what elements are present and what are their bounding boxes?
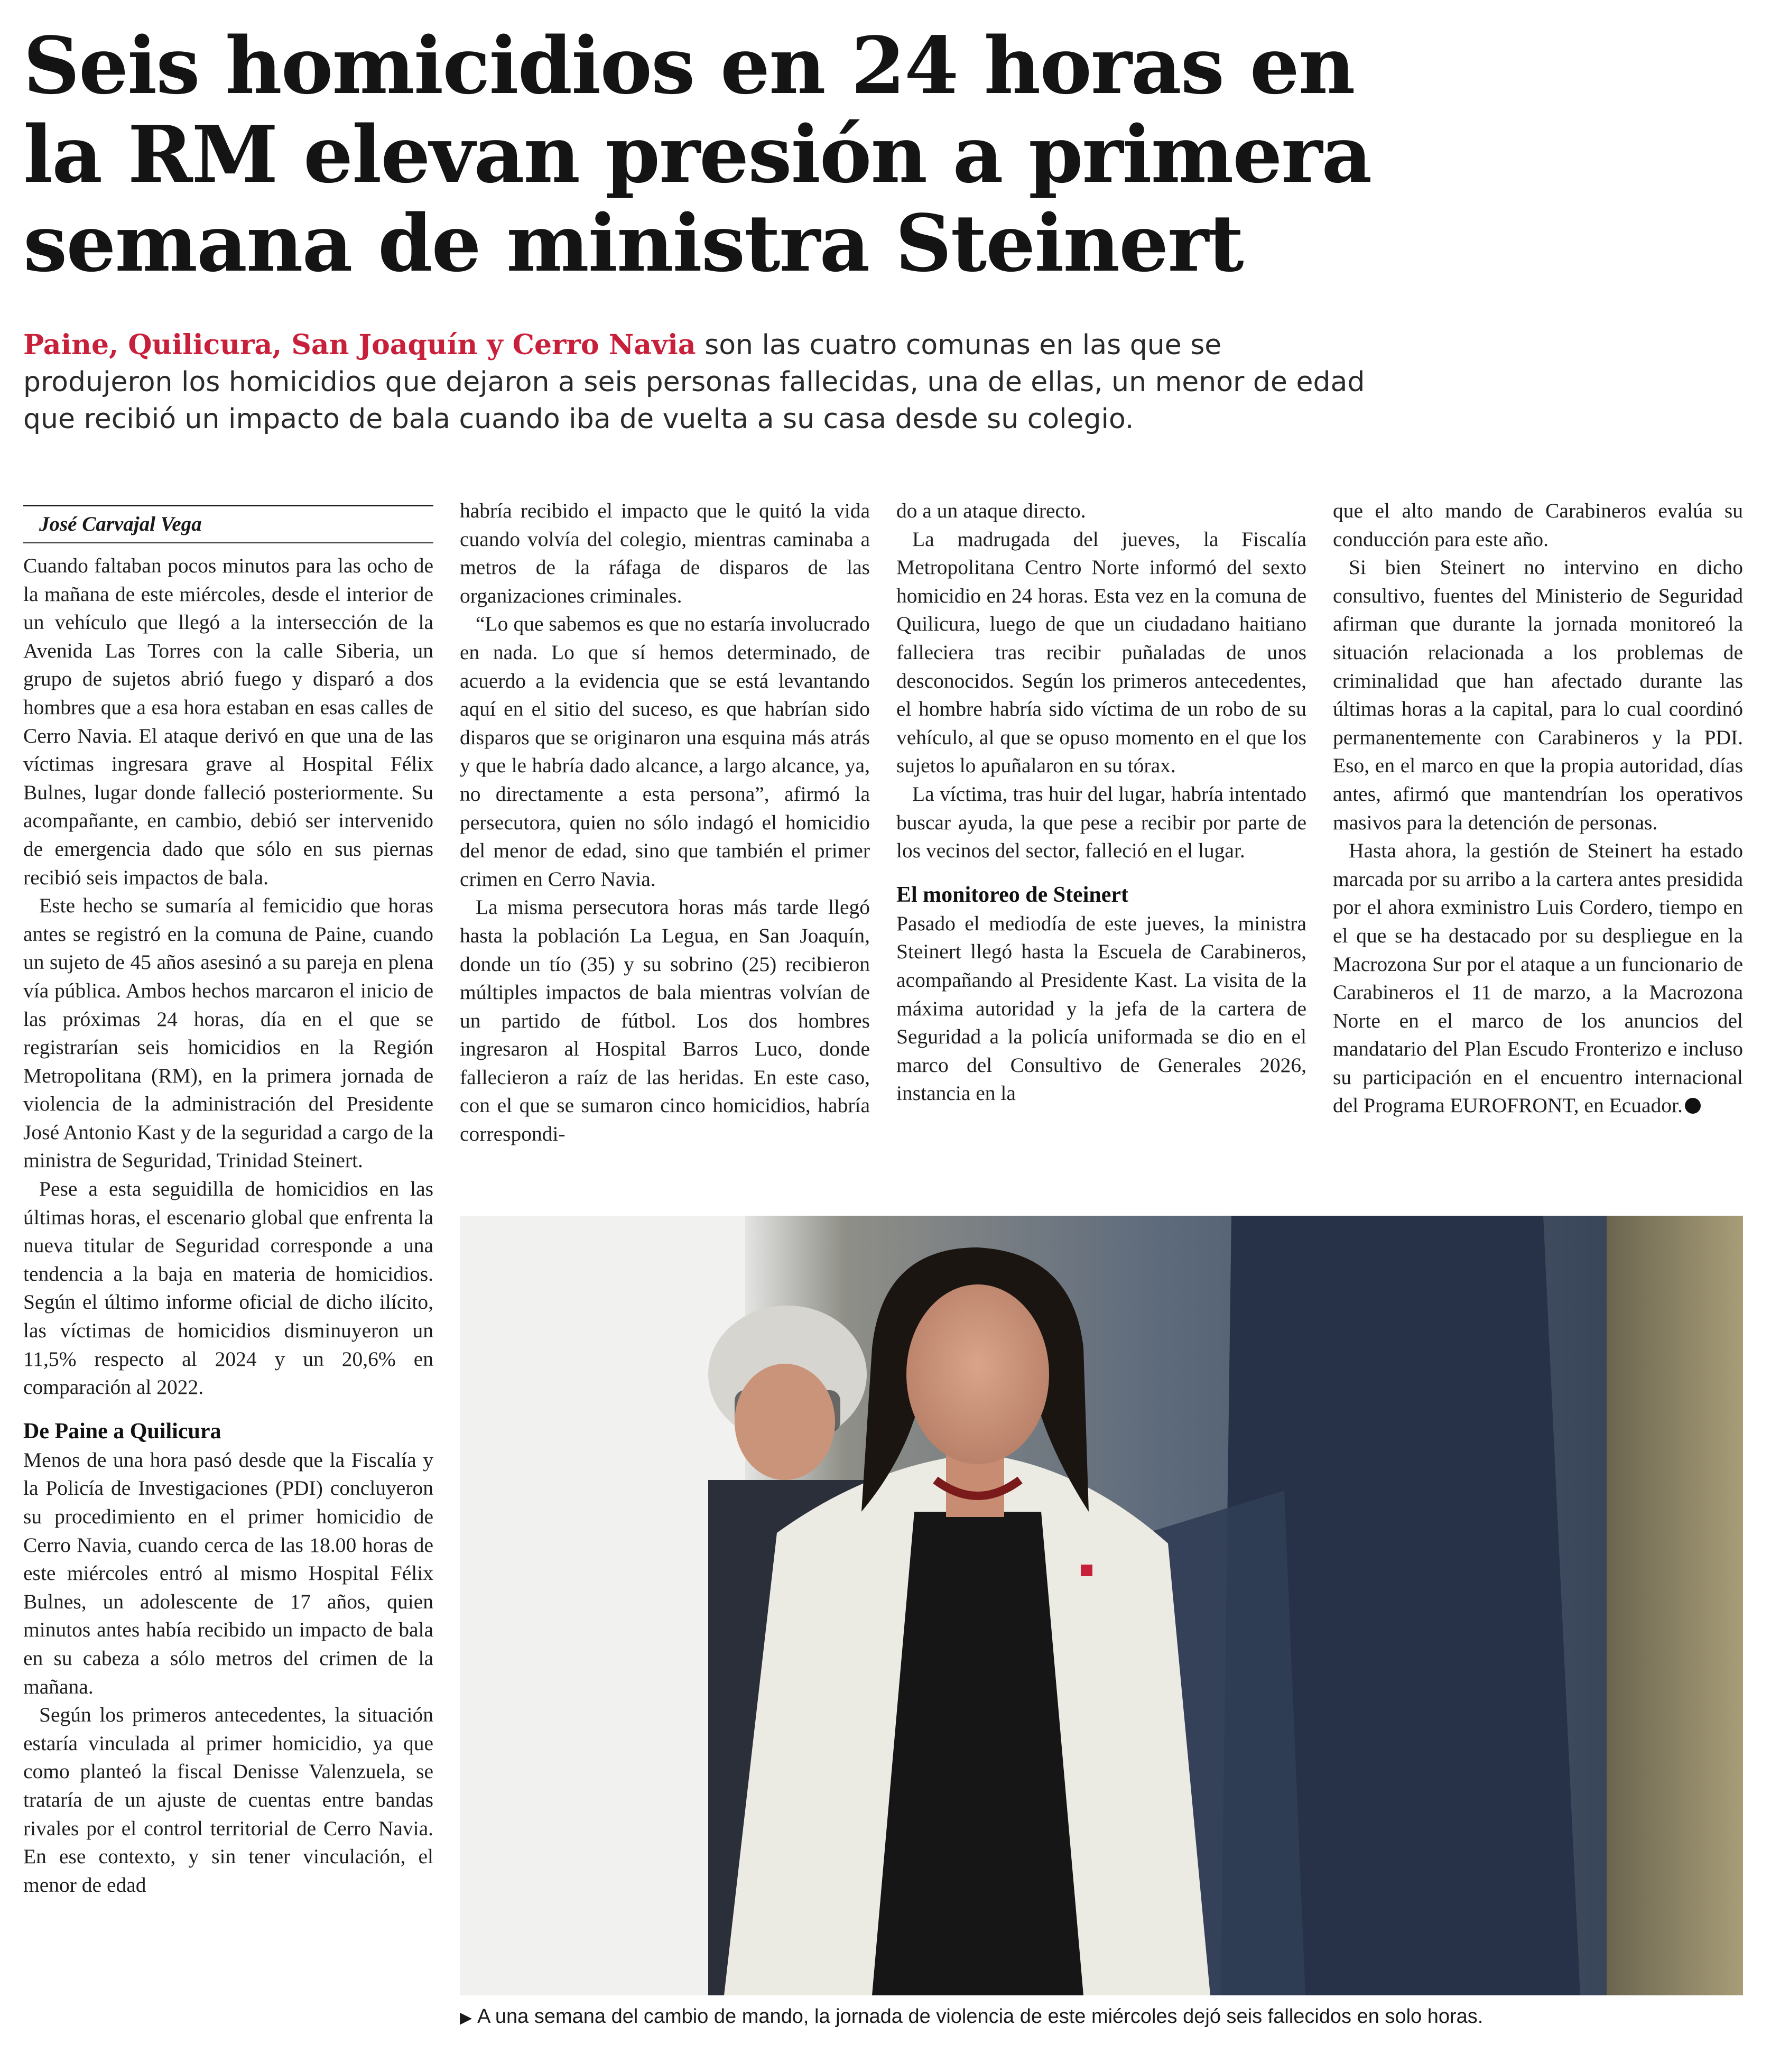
body-paragraph: Menos de una hora pasó desde que la Fiscalía y la Policía de Investigaciones (PDI) concluyeron su procedimiento en el primer homicidio de Cerro Navia, cuando cerca de las 18.00 horas de este miércoles entró al mismo Hospital Félix Bulnes, un adolescente de 17 años, quien minutos antes había recibido un impacto de bala en su cabeza a sólo metros del crimen de la mañana.	[23, 1448, 433, 1698]
body-paragraph: Si bien Steinert no intervino en dicho consultivo, fuentes del Ministerio de Seguridad afirman que durante la jornada monitoreó la situación relacionada a los problemas de criminalidad que han afectado durante las últimas horas a la capital, para lo cual coordinó permanentemente con Carabineros y la PDI. Eso, en el marco en que la propia autoridad, días antes, afirmó que mantendrían los operativos masivos para la detención de personas.	[1333, 556, 1743, 834]
byline-bottom-rule	[23, 542, 433, 543]
body-paragraph: “Lo que sabemos es que no estaría involucrado en nada. Lo que sí hemos determinado, de acuerdo a la evidencia que se está levantando aquí en el sitio del suceso, es que habrían sido disparos que se originaron una esquina más atrás y que le habría dado alcance, a largo alcance, ya, no directamente a esta persona”, afirmó la persecutora, quien no sólo indagó el homicidio del menor de edad, sino que también el primer crimen en Cerro Navia.	[460, 612, 870, 891]
body-paragraph: Pese a esta seguidilla de homicidios en las últimas horas, el escenario global que enfrenta la nueva titular de Seguridad corresponde a una tendencia a la baja en materia de homicidios. Según el último informe oficial de dicho ilícito, las víctimas de homicidios disminuyeron un 11,5% respecto al 2024 y un 20,6% en comparación al 2022.	[23, 1177, 433, 1399]
subheading: El monitoreo de Steinert	[896, 882, 1128, 907]
body-paragraph: La madrugada del jueves, la Fiscalía Metropolitana Centro Norte informó del sexto homicidio en 24 horas. Esta vez en la comuna de Quilicura, luego de que un ciudadano haitiano falleciera tras recibir puñaladas de unos desconocidos. Según los primeros antecedentes, el hombre habría sido víctima de un robo de su vehículo, al que se opuso momento en el que los sujetos lo apuñalaron en su tórax.	[896, 527, 1306, 778]
subheading: De Paine a Quilicura	[23, 1419, 221, 1444]
column-4	[1333, 497, 1743, 1195]
body-paragraph: que el alto mando de Carabineros evalúa su conducción para este año.	[1333, 499, 1743, 551]
body-paragraph: Según los primeros antecedentes, la situación estaría vinculada al primer homicidio, ya que como planteó la fiscal Denisse Valenzuela, se trataría de un ajuste de cuentas entre bandas rivales por el control territorial de Cerro Navia. En ese contexto, y sin tener vinculación, el menor de edad	[23, 1703, 433, 1897]
body-paragraph: Pasado el mediodía de este jueves, la ministra Steinert llegó hasta la Escuela de Carabineros, acompañando al Presidente Kast. La visita de la máxima autoridad y la jefa de la cartera de Seguridad a la policía uniformada se dio en el marco del Consultivo de Generales 2026, instancia en la	[896, 911, 1306, 1105]
byline: José Carvajal Vega	[39, 513, 202, 535]
body-paragraph: habría recibido el impacto que le quitó la vida cuando volvía del colegio, mientras caminaba a metros de la ráfaga de disparos de las organizaciones criminales.	[460, 499, 870, 607]
caption-text: A una semana del cambio de mando, la jornada de violencia de este miércoles dejó seis fallecidos en solo horas.	[477, 2005, 1484, 2028]
column-1	[23, 505, 433, 2040]
body-paragraph: La víctima, tras huir del lugar, habría intentado buscar ayuda, la que pese a recibir por parte de los vecinos del sector, falleció en el lugar.	[896, 782, 1306, 863]
body-paragraph	[1333, 837, 1743, 1120]
body-paragraph: Este hecho se sumaría al femicidio que horas antes se registró en la comuna de Paine, cuando un sujeto de 45 años asesinó a su pareja en plena vía pública. Ambos hechos marcaron el inicio de las próximas 24 horas, día en el que se registrarían seis homicidios en la Región Metropolitana (RM), en la primera jornada de violencia de la administración del Presidente José Antonio Kast y de la seguridad a cargo de la ministra de Seguridad, Trinidad Steinert.	[23, 894, 433, 1172]
lead-highlight: Paine, Quilicura, San Joaquín y Cerro Navia	[23, 329, 696, 361]
caption-arrow-icon: ▶	[460, 2009, 472, 2027]
lead-text: son las cuatro comunas en las que se produjeron los homicidios que dejaron a seis personas fallecidas, una de ellas, un menor de edad que recibió un impacto de bala cuando iba de vuelta a su casa desde su colegio.	[23, 329, 1365, 435]
byline-top-rule	[23, 505, 433, 506]
body-paragraph: Cuando faltaban pocos minutos para las ocho de la mañana de este miércoles, desde el interior de un vehículo que llegó a la intersección de la Avenida Las Torres con la calle Siberia, un grupo de sujetos abrió fuego y disparó a dos hombres que a esa hora estaban en esas calles de Cerro Navia. El ataque derivó en que una de las víctimas ingresara grave al Hospital Félix Bulnes, lugar donde falleció posteriormente. Su acompañante, en cambio, debió ser intervenido de emergencia dado que sólo en sus piernas recibió seis impactos de bala.	[23, 554, 433, 889]
end-of-article-icon	[1685, 1098, 1701, 1114]
column-3	[896, 497, 1306, 1195]
column-2	[460, 497, 870, 1195]
body-paragraph: La misma persecutora horas más tarde llegó hasta la población La Legua, en San Joaquín, donde un tío (35) y su sobrino (25) recibieron múltiples impactos de bala mientras volvían de un partido de fútbol. Los dos hombres ingresaron al Hospital Barros Luco, donde fallecieron a raíz de las heridas. En este caso, con el que se sumaron cinco homicidios, habría correspondi-	[460, 895, 870, 1146]
lead-paragraph	[23, 327, 1376, 438]
body-text: Hasta ahora, la gestión de Steinert ha estado marcada por su arribo a la cartera antes presidida por el ahora exministro Luis Cordero, tiempo en el que se ha destacado por su despliegue en la Macrozona Sur por el ataque a un funcionario de Carabineros el 11 de marzo, a la Macrozona Norte en el marco de los anuncios del mandatario del Plan Escudo Fronterizo e incluso su participación en el encuentro internacional del Programa EUROFRONT, en Ecuador.	[1333, 839, 1743, 1117]
headline: Seis homicidios en 24 horas en la RM elevan presión a primera semana de ministra Steinert	[23, 20, 1371, 289]
article-photo	[460, 1216, 1743, 1995]
body-paragraph: do a un ataque directo.	[896, 499, 1086, 522]
photo-caption	[460, 2003, 1743, 2031]
